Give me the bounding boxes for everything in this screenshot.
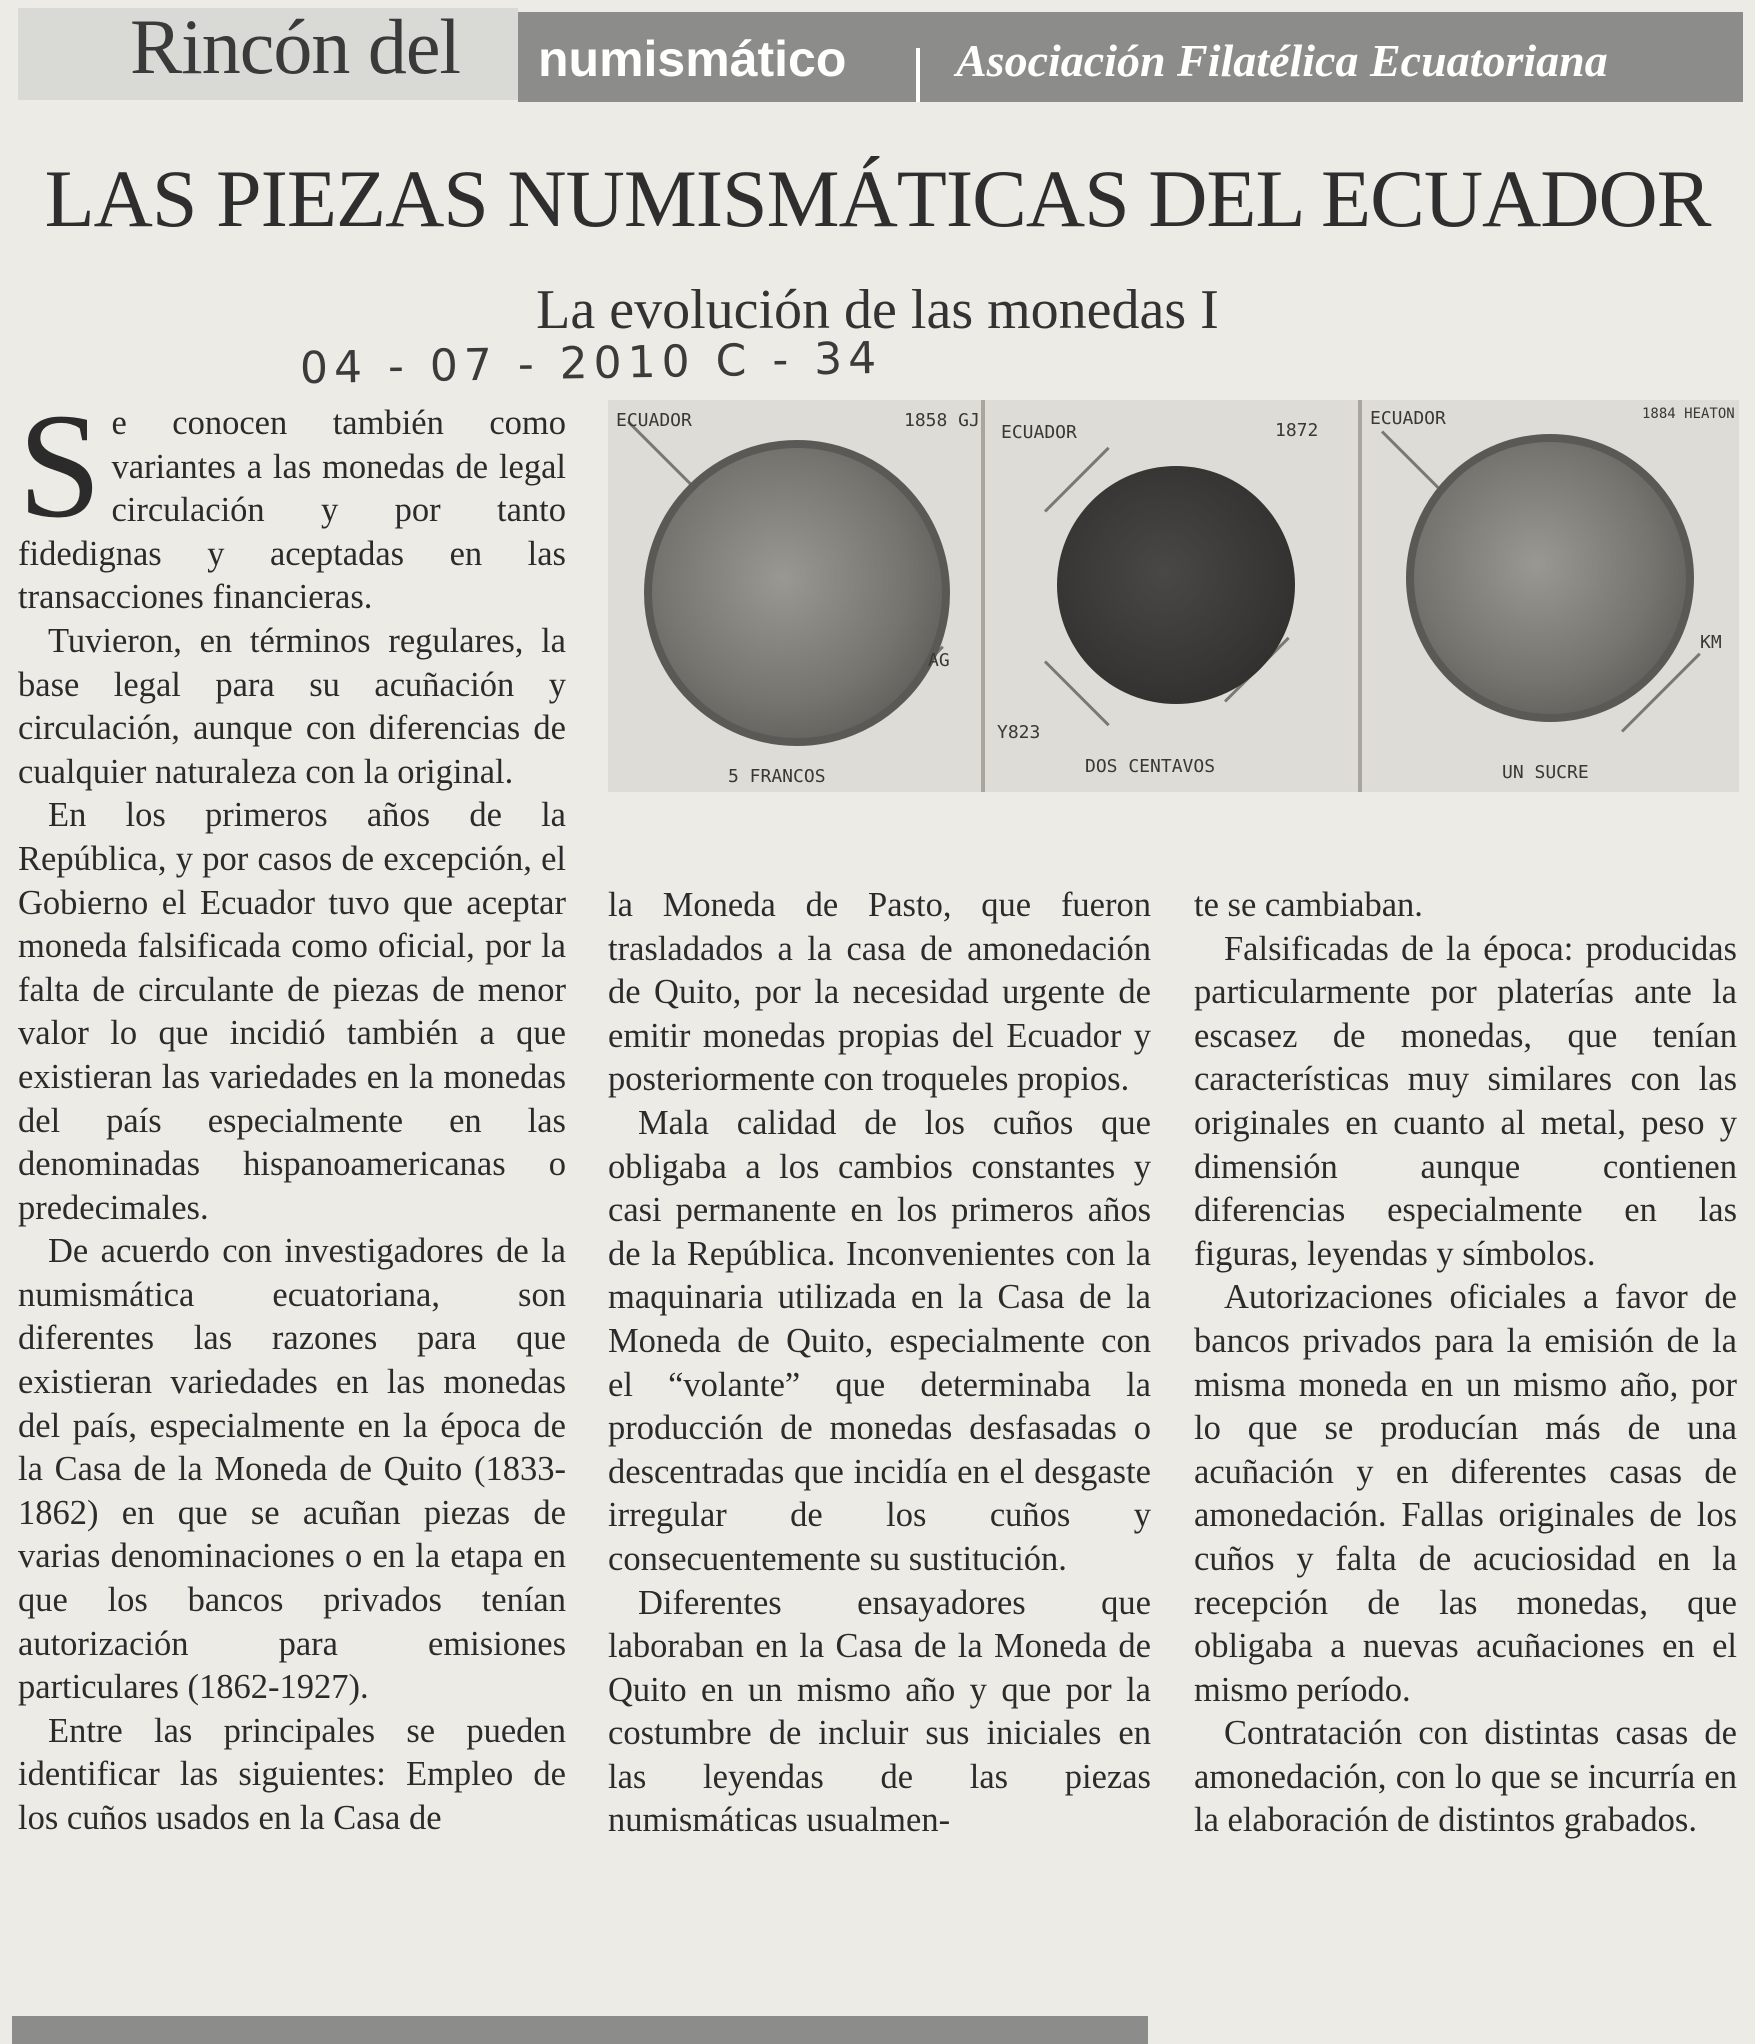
handwritten-date-note: 04 - 07 - 2010 C - 34 bbox=[299, 332, 883, 395]
panel-2-denomination: DOS CENTAVOS bbox=[1085, 756, 1216, 777]
panel-1-year: 1858 GJ bbox=[904, 410, 980, 431]
masthead-right-block bbox=[518, 12, 1743, 102]
paragraph: la Moneda de Pasto, que fueron trasladados a la casa de amonedación de Quito, por la necesidad urgente de emitir monedas propias del Ecuador y posteriormente con troqueles propios. bbox=[608, 886, 1151, 1099]
panel-1-denomination: 5 FRANCOS bbox=[728, 766, 826, 787]
paragraph bbox=[18, 383, 566, 620]
panel-3-side-note: KM bbox=[1700, 632, 1722, 653]
paragraph-text: e conocen también como variantes a las monedas de legal circulación y por tanto fidedignas y aceptadas en las transacciones financieras. bbox=[18, 404, 566, 617]
masthead bbox=[18, 3, 1743, 100]
panel-2-year: 1872 bbox=[1275, 420, 1319, 441]
panel-1-side-note: AG bbox=[928, 650, 950, 671]
headline: LAS PIEZAS NUMISMÁTICAS DEL ECUADOR bbox=[44, 153, 1711, 244]
article-column-1 bbox=[18, 383, 566, 1841]
panel-2-side-note: Y823 bbox=[997, 722, 1041, 743]
paragraph: Tuvieron, en términos regulares, la base legal para su acuñación y circulación, aunque con diferencias de cualquier naturaleza con la original. bbox=[18, 621, 566, 791]
dropcap: S bbox=[18, 383, 102, 549]
paragraph: Autorizaciones oficiales a favor de bancos privados para la emisión de la misma moneda en un mismo año, por lo que se producían más de una acuñación y en diferentes casas de amonedación. Fallas originales de los cuños y falta de acuciosidad en la recepción de las monedas, que obligaba a nuevas acuñaciones en el mismo período. bbox=[1194, 1278, 1737, 1709]
association-name: Asociación Filatélica Ecuatoriana bbox=[956, 35, 1608, 86]
panel-1-country: ECUADOR bbox=[616, 410, 692, 431]
bottom-rule bbox=[12, 2016, 1148, 2044]
article-column-3 bbox=[1194, 884, 1737, 1843]
paragraph: De acuerdo con investigadores de la numismática ecuatoriana, son diferentes las razones para que existieran variedades en las monedas del país, especialmente en la época de la Casa de la Moneda de Quito (1833-1862) en que se acuñan piezas de varias denominaciones o en la etapa en que los bancos privados tenían autorización para emisiones particulares (1862-1927). bbox=[18, 1232, 566, 1707]
masthead-separator bbox=[916, 48, 920, 102]
paragraph: Mala calidad de los cuños que obligaba a los cambios constantes y casi permanente en los primeros años de la República. Inconvenientes con la maquinaria utilizada en la Casa de la Moneda de Quito, especialmente con el “volante” que determinaba la producción de monedas desfasadas o descentradas que incidía en el desgaste irregular de los cuños y consecuentemente su sustitución. bbox=[608, 1103, 1151, 1578]
paragraph: Diferentes ensayadores que laboraban en la Casa de la Moneda de Quito en un mismo año y que por la costumbre de incluir sus iniciales en las leyendas de las piezas numismáticas usualmen- bbox=[608, 1583, 1151, 1840]
column-title: Rincón del bbox=[130, 3, 461, 90]
panel-2-country: ECUADOR bbox=[1001, 422, 1077, 443]
coin-dos-centavos bbox=[1057, 466, 1295, 704]
paragraph: Falsificadas de la época: producidas particularmente por platerías ante la escasez de monedas, que tenían características muy similares con las originales en cuanto al metal, peso y dimensión aunque contienen diferencias especialmente en las figuras, leyendas y símbolos. bbox=[1194, 929, 1737, 1273]
subheadline: La evolución de las monedas I bbox=[536, 279, 1219, 341]
panel-3-country: ECUADOR bbox=[1370, 408, 1446, 429]
paragraph: En los primeros años de la República, y por casos de excepción, el Gobierno el Ecuador tuvo que aceptar moneda falsificada como oficial, por la falta de circulante de piezas de menor valor lo que incidió también a que existieran las variedades en la monedas del país especialmente en las denominadas hispanoamericanas o predecimales. bbox=[18, 796, 566, 1227]
coin-un-sucre bbox=[1406, 434, 1694, 722]
masthead-left-block bbox=[18, 3, 518, 100]
panel-3-denomination: UN SUCRE bbox=[1502, 762, 1589, 783]
coin-panel-2 bbox=[985, 400, 1362, 792]
section-name: numismático bbox=[538, 31, 847, 87]
panel-3-year: 1884 HEATON bbox=[1642, 406, 1735, 422]
paragraph: Contratación con distintas casas de amonedación, con lo que se incurría en la elaboración de distintos grabados. bbox=[1194, 1714, 1737, 1840]
article-column-2 bbox=[608, 884, 1151, 1843]
coin-5-francos bbox=[644, 440, 950, 746]
paragraph: Entre las principales se pueden identificar las siguientes: Empleo de los cuños usados en la Casa de bbox=[18, 1711, 566, 1837]
coin-panel-1 bbox=[608, 400, 985, 792]
paragraph: te se cambiaban. bbox=[1194, 886, 1423, 924]
coin-panel-3 bbox=[1362, 400, 1739, 792]
coins-photo bbox=[608, 400, 1739, 792]
